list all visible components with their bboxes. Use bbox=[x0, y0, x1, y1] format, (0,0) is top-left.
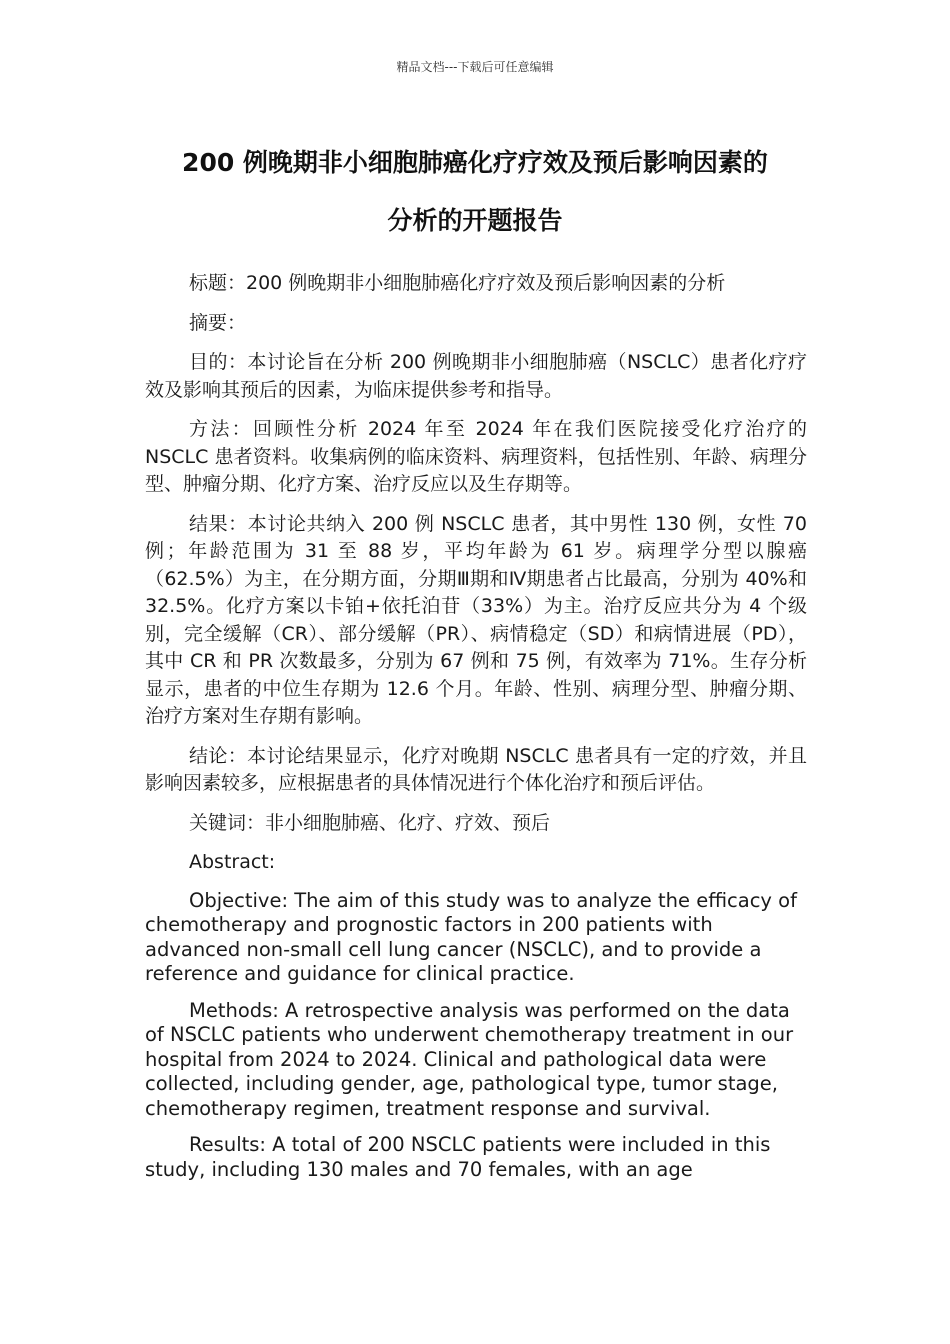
header-note: 精品文档---下载后可任意编辑 bbox=[396, 60, 554, 74]
title-line-1: 200 例晚期非小细胞肺癌化疗疗效及预后影响因素的 bbox=[182, 148, 768, 177]
paragraph-keywords-zh: 关键词：非小细胞肺癌、化疗、疗效、预后 bbox=[189, 811, 551, 834]
paragraph-objective-zh: 目的：本讨论旨在分析 200 例晚期非小细胞肺癌（NSCLC）患者化疗疗效及影响其预后的因素，为临床提供参考和指导。 bbox=[145, 351, 807, 401]
document-body bbox=[145, 270, 807, 1194]
paragraph-results-zh: 结果：本讨论共纳入 200 例 NSCLC 患者，其中男性 130 例，女性 70 例；年龄范围为 31 至 88 岁，平均年龄为 61 岁。病理学分型以腺癌（62.5%）为主，在分期方面，分期Ⅲ期和Ⅳ期患者占比最高，分别为 40%和 32.5%。化疗方案以卡铂+依托泊苷（33%）为主。治疗反应共分为 4 个级别，完全缓解（CR）、部分缓解（PR）、病情稳定（SD）和病情进展（PD），其中 CR 和 PR 次数最多，分别为 67 例和 75 例，有效率为 71%。生存分析显示，患者的中位生存期为 12.6 个月。年龄、性别、病理分型、肿瘤分期、治疗方案对生存期有影响。 bbox=[145, 512, 807, 727]
paragraph-abstract-en-label: Abstract: bbox=[189, 851, 276, 873]
page-title bbox=[120, 134, 830, 250]
paragraph-objective-en: Objective: The aim of this study was to analyze the efficacy of chemotherapy and prognostic factors in 200 patients with advanced non-small cell lung cancer (NSCLC), and to provide a reference and guidance for clinical practice. bbox=[145, 888, 797, 985]
paragraph-conclusion-zh: 结论：本讨论结果显示，化疗对晚期 NSCLC 患者具有一定的疗效，并且影响因素较多，应根据患者的具体情况进行个体化治疗和预后评估。 bbox=[145, 744, 807, 794]
paragraph-methods-zh: 方法：回顾性分析 2024 年至 2024 年在我们医院接受化疗治疗的 NSCLC 患者资料。收集病例的临床资料、病理资料，包括性别、年龄、病理分型、肿瘤分期、化疗方案、治疗反应以及生存期等。 bbox=[145, 418, 807, 495]
title-line-2: 分析的开题报告 bbox=[387, 206, 563, 235]
paragraph-abstract-label: 摘要： bbox=[189, 311, 247, 334]
paragraph-methods-en: Methods: A retrospective analysis was performed on the data of NSCLC patients who underwent chemotherapy treatment in our hospital from 2024 to 2024. Clinical and pathological data were collected, including gender, age, pathological type, tumor stage, chemotherapy regimen, treatment response and survival. bbox=[145, 998, 794, 1120]
paragraph-title: 标题：200 例晚期非小细胞肺癌化疗疗效及预后影响因素的分析 bbox=[189, 272, 726, 294]
paragraph-results-en: Results: A total of 200 NSCLC patients were included in this study, including 130 males and 70 females, with an age bbox=[145, 1133, 771, 1181]
